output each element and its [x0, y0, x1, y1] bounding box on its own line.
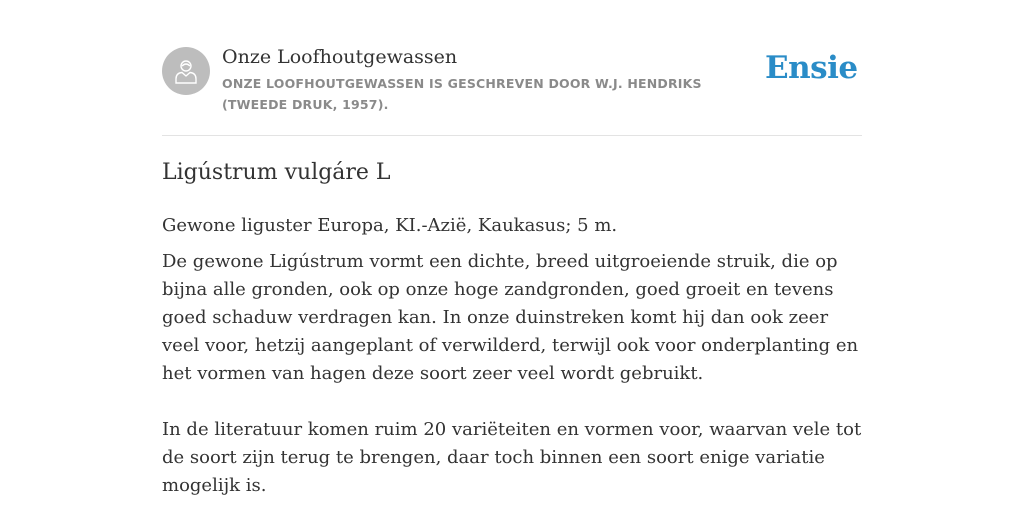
article-title: Ligústrum vulgáre L — [162, 160, 391, 185]
article-paragraph: Gewone liguster Europa, KI.-Azië, Kaukasus; 5 m. — [162, 215, 618, 236]
user-placeholder-icon — [171, 56, 201, 86]
source-subtitle: ONZE LOOFHOUTGEWASSEN IS GESCHREVEN DOOR W.J. HENDRIKS (TWEEDE DRUK, 1957). — [222, 76, 702, 112]
article-paragraph: In de literatuur komen ruim 20 variëteiten en vormen voor, waarvan vele tot de soort zijn terug te brengen, daar toch binnen een soort enige variatie mogelijk is. — [162, 419, 862, 496]
divider — [162, 135, 862, 136]
brand-logo[interactable]: Ensie — [765, 50, 858, 86]
article-body — [162, 212, 862, 508]
source-title[interactable]: Onze Loofhoutgewassen — [222, 46, 458, 68]
article-paragraph: De gewone Ligústrum vormt een dichte, breed uitgroeiende struik, die op bijna alle gronden, ook op onze hoge zandgronden, goed groeit en tevens goed schaduw verdragen kan. In onze duinstreken komt hij dan ook zeer veel voor, hetzij aangeplant of verwilderd, terwijl ook voor onderplanting en het vormen van hagen deze soort zeer veel wordt gebruikt. — [162, 251, 859, 384]
avatar — [162, 47, 210, 95]
